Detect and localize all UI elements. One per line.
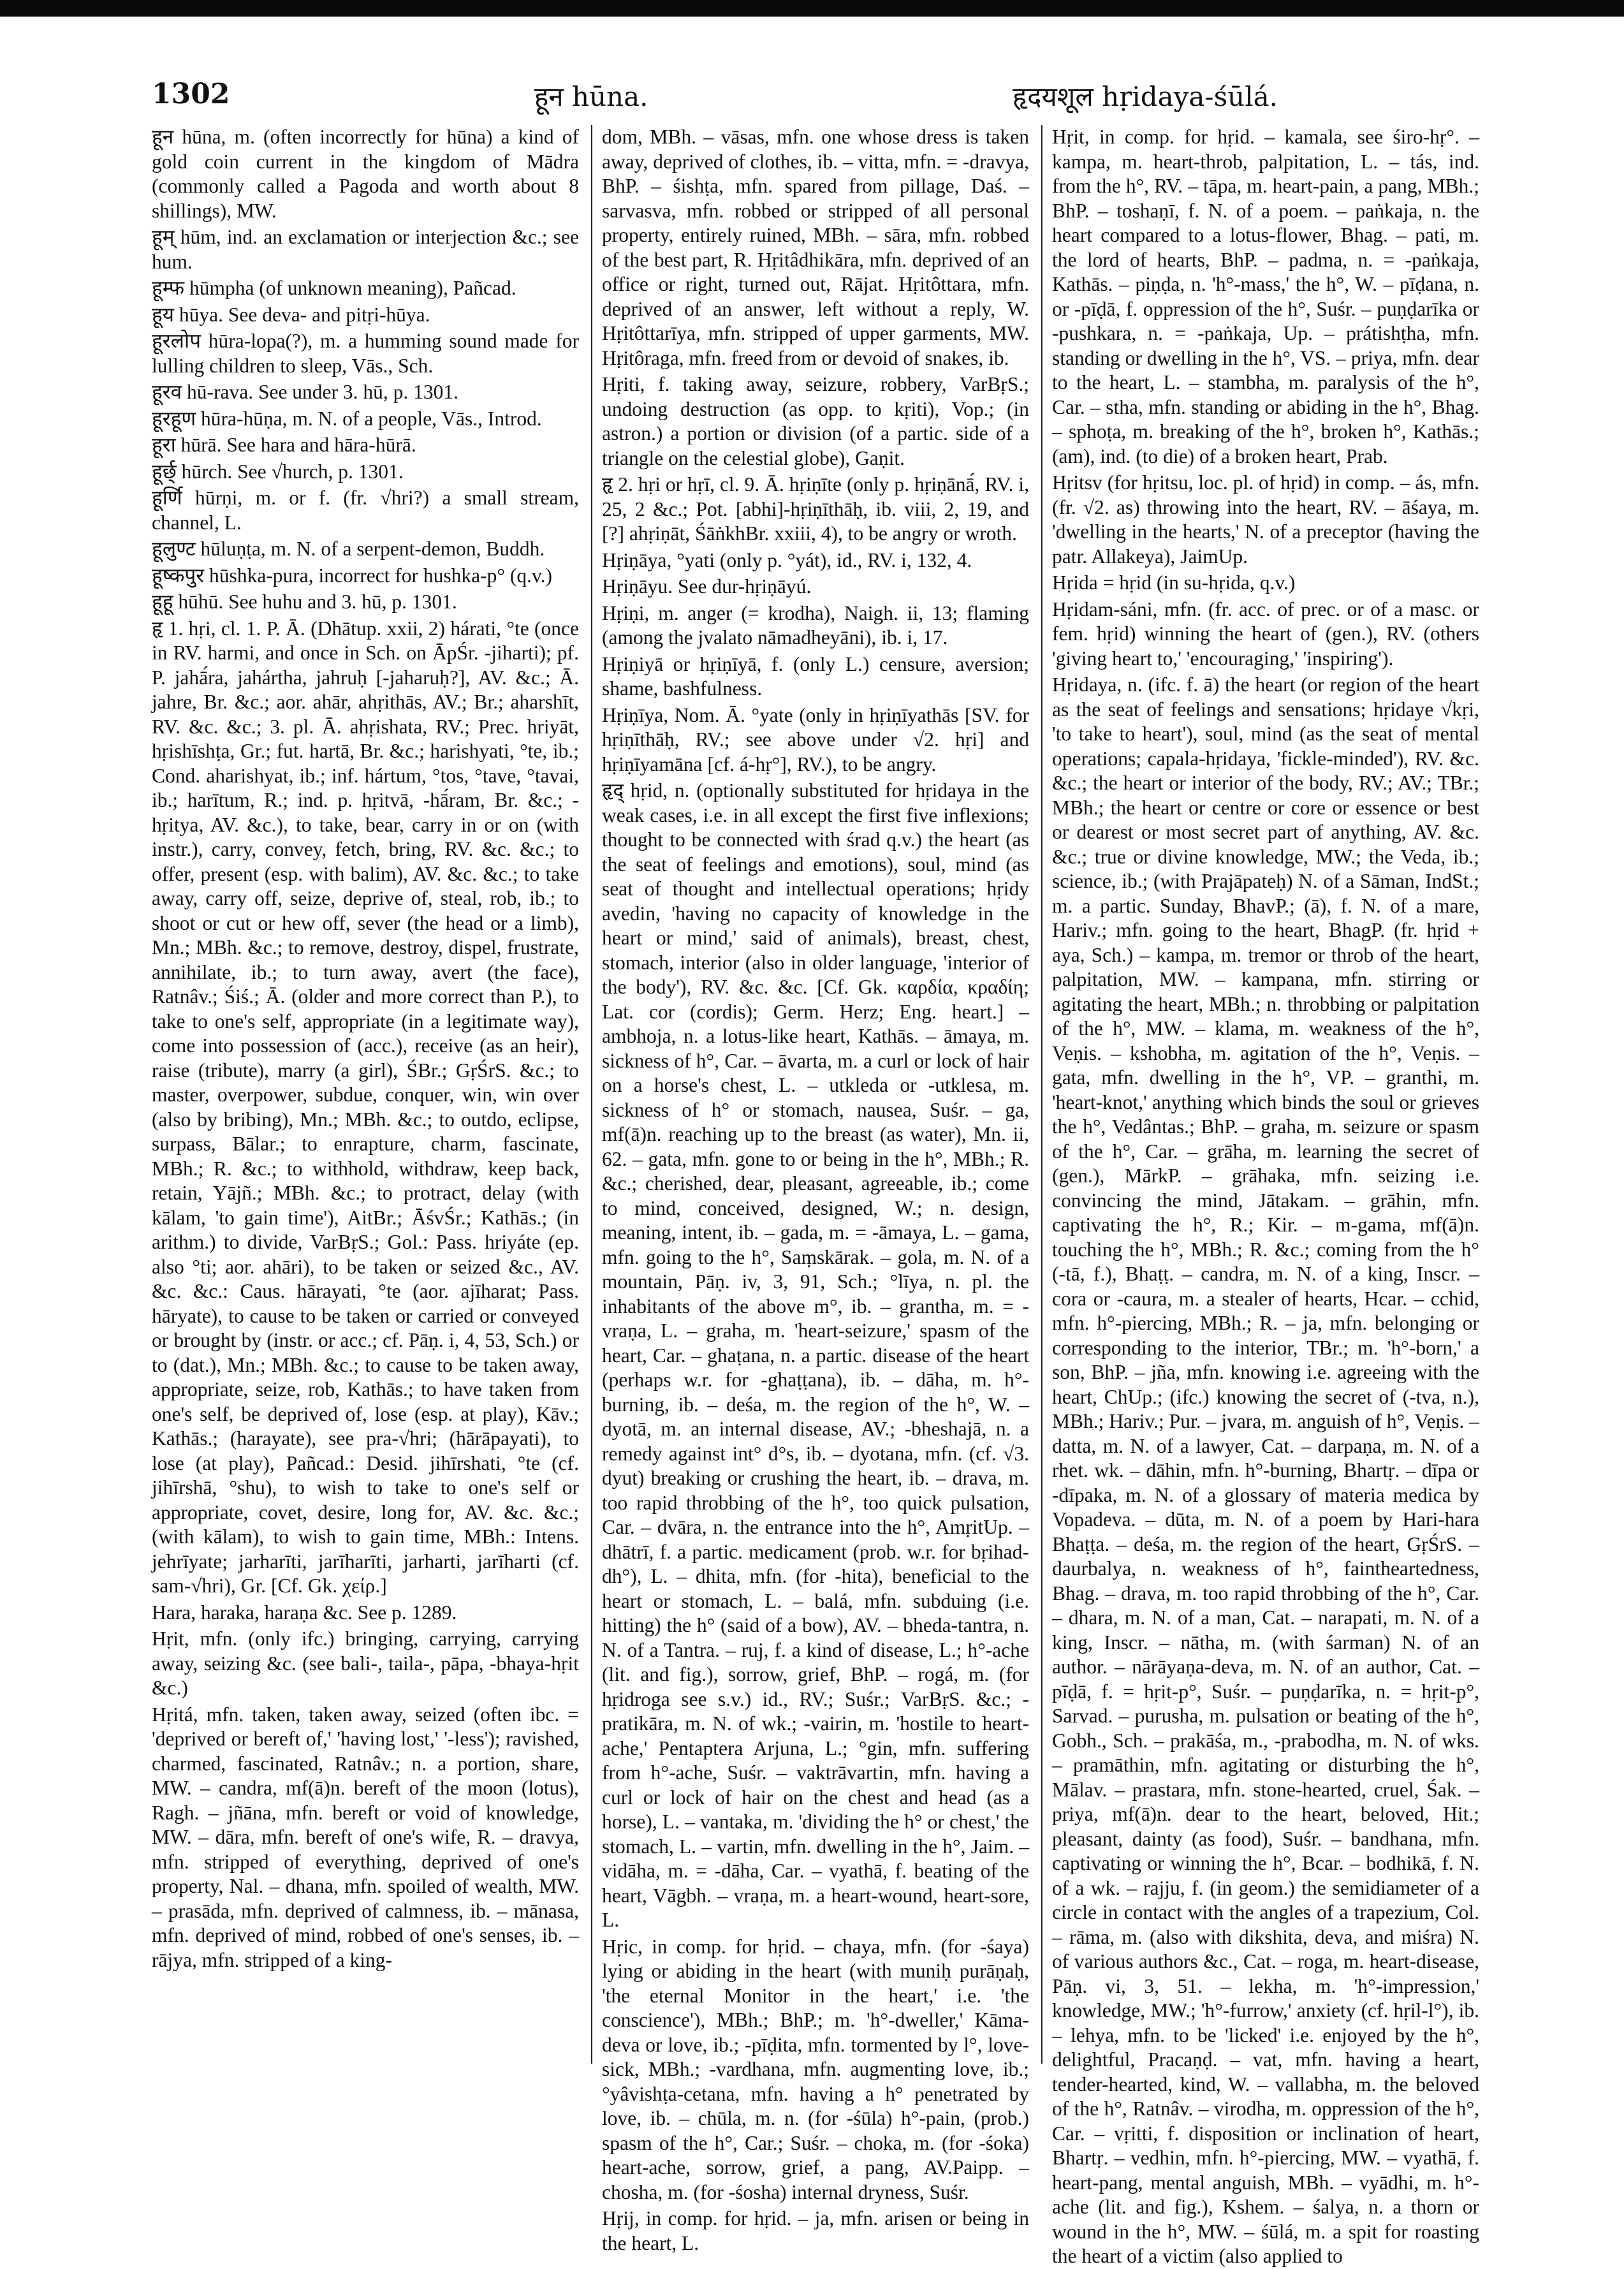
top-border-bar	[0, 0, 1624, 17]
page-number: 1302	[152, 78, 230, 110]
dictionary-entry: Hṛij, in comp. for hṛid. – ja, mfn. arisen or being in the heart, L.	[602, 2207, 1029, 2254]
dictionary-entry: Hṛiṇi, m. anger (= krodha), Naigh. ii, 13; flaming (among the jvalato nāmadheyāni), ib. i, 17.	[602, 601, 1029, 649]
column-1	[152, 125, 579, 2064]
dictionary-entry: हूरलोप hūra-lopa(?), m. a humming sound made for lulling children to sleep, Vās., Sch.	[152, 330, 579, 377]
dictionary-entry: Hṛic, in comp. for hṛid. – chaya, mfn. (for -śaya) lying or abiding in the heart (with muniḥ purāṇaḥ, 'the eternal Monitor in the heart,' i.e. 'the conscience'), MBh.; BhP.; m. 'h°-dweller,' Kāma-deva or love, ib.; -pīḍita, mfn. tormented by l°, love-sick, MBh.; -vardhana, mfn. augmenting love, ib.; °yâvishṭa-cetana, mfn. having a h° penetrated by love, ib. – chūla, m. n. (for -śūla) h°-pain, (prob.) spasm of the h°, Car.; Suśr. – choka, m. (for -śoka) heart-ache, sorrow, grief, a pang, AV.Paipp. – chosha, m. (for -śosha) internal dryness, Suśr.	[602, 1935, 1029, 2203]
running-head-right: हृदयशूल hṛidaya-śūlá.	[1013, 81, 1278, 112]
dictionary-entry: हूम्फ hūmpha (of unknown meaning), Pañcad.	[152, 277, 516, 299]
column-2	[602, 125, 1029, 2254]
dictionary-entry: Hṛitsv (for hṛitsu, loc. pl. of hṛid) in comp. – ás, mfn. (fr. √2. as) throwing into the heart, RV. – āśaya, m. 'dwelling in the hearts,' N. of a preceptor (having the patr. Allakeya), JaimUp.	[1052, 471, 1479, 568]
dictionary-entry: Hara, haraka, haraṇa &c. See p. 1289.	[152, 1601, 457, 1624]
dictionary-columns	[152, 125, 1479, 2267]
dictionary-entry: Hṛidaya, n. (ifc. f. ā) the heart (or region of the heart as the seat of feelings and sensations; hṛidaye √kṛi, 'to take to heart'), soul, mind (as the seat of mental operations; capala-hṛidaya, 'fickle-minded'), RV. &c. &c.; the heart or interior of the body, RV.; AV.; TBr.; MBh.; the heart or centre or core or essence or best or dearest or most secret part of anything, AV. &c. &c.; true or divine knowledge, MW.; the Veda, ib.; science, ib.; (with Prajāpateḥ) N. of a Sāman, IndSt.; m. a partic. Sunday, BhavP.; (ā), f. N. of a mare, Hariv.; mfn. going to the heart, BhagP. (fr. hṛid + aya, Sch.) – kampa, m. tremor or throb of the heart, palpitation, MW. – kampana, mfn. stirring or agitating the heart, MBh.; n. throbbing or palpitation of the h°, MW. – klama, m. weakness of the h°, Veṇis. – kshobha, m. agitation of the h°, Veṇis. – gata, mfn. dwelling in the h°, VP. – granthi, m. 'heart-knot,' anything which binds the soul or grieves the h°, Vedântas.; BhP. – graha, m. seizure or spasm of the h°, Car. – grāha, m. learning the secret of (gen.), MārkP. – grāhaka, mfn. seizing i.e. convincing the mind, Jātakam. – grāhin, mfn. captivating the h°, R.; Kir. – m-gama, mf(ā)n. touching the h°, MBh.; R. &c.; coming from the h° (-tā, f.), Bhaṭṭ. – candra, m. N. of a king, Inscr. – cora or -caura, m. a stealer of hearts, Hcar. – cchid, mfn. h°-piercing, MBh.; R. – ja, mfn. belonging or corresponding to the interior, TBr.; m. 'h°-born,' a son, BhP. – jña, mfn. knowing i.e. agreeing with the heart, ChUp.; (ifc.) knowing the secret of (-tva, n.), MBh.; Hariv.; Pur. – jvara, m. anguish of h°, Veṇis. – datta, m. N. of a lawyer, Cat. – darpaṇa, m. N. of a rhet. wk. – dāhin, mfn. h°-burning, Bhartṛ. – dīpa or -dīpaka, m. N. of a glossary of materia medica by Vopadeva. – dūta, m. N. of a poem by Hari-hara Bhaṭṭa. – deśa, m. the region of the heart, GṛŚrS. – daurbalya, n. weakness of h°, faintheartedness, Bhag. – drava, m. too rapid throbbing of the h°, Car. – dhara, m. N. of a man, Cat. – narapati, m. N. of a king, Inscr. – nātha, m. (with śarman) N. of an author. – nārāyaṇa-deva, m. N. of an author, Cat. – pīḍā, f. = hṛit-p°, Suśr. – puṇḍarīka, n. = hṛit-p°, Sarvad. – purusha, m. pulsation or beating of the h°, Gobh., Sch. – prakāśa, m., -prabodha, m. N. of wks. – pramāthin, mfn. agitating or disturbing the h°, Mālav. – prastara, mfn. stone-hearted, cruel, Śak. – priya, mf(ā)n. dear to the heart, beloved, Hit.; pleasant, dainty (as food), Suśr. – bandhana, mfn. captivating or winning the h°, Bcar. – bodhikā, f. N. of a wk. – rajju, f. (in geom.) the semidiameter of a circle in contact with the angles of a trapezium, Col. – rāma, m. (also with dikshita, deva, and miśra) N. of various authors &c., Cat. – roga, m. heart-disease, Pāṇ. vi, 3, 51. – lekha, m. 'h°-impression,' knowledge, MW.; 'h°-furrow,' anxiety (cf. hṛil-l°), ib. – lehya, mfn. to be 'licked' i.e. enjoyed by the h°, delightful, Pracaṇḍ. – vat, mfn. having a heart, tender-hearted, kind, W. – vallabha, m. the beloved of the h°, Ratnâv. – virodha, m. oppression of the h°, Car. – vṛitti, f. disposition or inclination of heart, Bhartṛ. – vedhin, mfn. h°-piercing, MW. – vyathā, f. heart-pang, mental anguish, MBh. – vyādhi, m. h°-ache (lit. and fig.), Kshem. – śalya, n. a thorn or wound in the h°, MW. – śūlá, m. a spit for roasting the heart of a victim (also applied to	[1052, 673, 1479, 2267]
dictionary-entry: Hṛiṇiyā or hṛiṇīyā, f. (only L.) censure, aversion; shame, bashfulness.	[602, 652, 1029, 700]
running-head-left: हून hūna.	[534, 81, 648, 112]
dictionary-entry: dom, MBh. – vāsas, mfn. one whose dress is taken away, deprived of clothes, ib. – vitta, mfn. = -dravya, BhP. – śishṭa, mfn. spared from pillage, Daś. – sarvasva, mfn. robbed or stripped of all personal property, entirely ruined, MBh. – sāra, mfn. robbed of the best part, R. Hṛitâdhikāra, mfn. deprived of an office or right, turned out, Rājat. Hṛitôttara, mfn. deprived of an answer, left without a reply, W. Hṛitôttarīya, mfn. stripped of upper garments, MW. Hṛitôraga, mfn. freed from or devoid of snakes, ib.	[602, 126, 1029, 369]
dictionary-entry: हूष्कपुर hūshka-pura, incorrect for hushka-p° (q.v.)	[152, 564, 553, 587]
dictionary-entry: हूहू hūhū. See huhu and 3. hū, p. 1301.	[152, 591, 457, 613]
dictionary-entry: Hṛiṇīya, Nom. Ā. °yate (only in hṛiṇīyathās [SV. for hṛiṇīthāḥ, RV.; see above under √2. hṛi] and hṛiṇīyamāna [cf. á-hṛ°], RV.), to be angry.	[602, 703, 1029, 775]
dictionary-entry: Hṛitá, mfn. taken, taken away, seized (often ibc. = 'deprived or bereft of,' 'having lost,' '-less'); ravished, charmed, fascinated, Ratnâv.; n. a portion, share, MW. – candra, mf(ā)n. bereft of the moon (lotus), Ragh. – jñāna, mfn. bereft or void of knowledge, MW. – dāra, mfn. bereft of one's wife, R. – dravya, mfn. stripped of everything, deprived of one's property, Nal. – dhana, mfn. spoiled of wealth, MW. – prasāda, mfn. deprived of calmness, ib. – mānasa, mfn. deprived of mind, robbed of one's senses, ib. – rājya, mfn. stripped of a king-	[152, 1703, 579, 1971]
dictionary-entry: Hṛit, in comp. for hṛid. – kamala, see śiro-hṛ°. – kampa, m. heart-throb, palpitation, L. – tás, ind. from the h°, RV. – tāpa, m. heart-pain, a pang, MBh.; BhP. – toshaṇī, f. N. of a poem. – paṅkaja, n. the heart compared to a lotus-flower, Bhag. – pati, m. the lord of hearts, BhP. – padma, n. = -paṅkaja, Kathās. – piṇḍa, n. 'h°-mass,' the h°, W. – pīḍana, n. or -pīḍā, f. oppression of the h°, Suśr. – puṇḍarīka or -pushkara, n. = -paṅkaja, Up. – prátishṭha, mfn. standing or dwelling in the h°, VS. – priya, mfn. dear to the heart, L. – stambha, m. paralysis of the h°, Car. – stha, mfn. standing or abiding in the h°, Bhag. – sphoṭa, m. breaking of the h°, broken h°, Kathās.; (am), ind. (to die) of a broken heart, Prab.	[1052, 126, 1479, 467]
dictionary-entry: हूरा hūrā. See hara and hāra-hūrā.	[152, 434, 416, 456]
dictionary-entry: हूय hūya. See deva- and pitṛi-hūya.	[152, 303, 430, 326]
dictionary-entry: हूम् hūm, ind. an exclamation or interjection &c.; see hum.	[152, 226, 579, 273]
dictionary-entry: हूर्णि hūrṇi, m. or f. (fr. √hri?) a small stream, channel, L.	[152, 487, 579, 534]
column-3	[1052, 125, 1479, 2267]
dictionary-entry: Hṛida = hṛid (in su-hṛida, q.v.)	[1052, 571, 1296, 594]
dictionary-entry: हृद् hṛid, n. (optionally substituted for hṛidaya in the weak cases, i.e. in all except the first five inflexions; thought to be connected with śrad q.v.) the heart (as the seat of feelings and emotions), soul, mind (as seat of thought and intellectual operations; hṛidy avedin, 'having no capacity of knowledge in the heart or mind,' said of animals), breast, chest, stomach, interior (also in older language, 'interior of the body'), RV. &c. &c. [Cf. Gk. καρδία, κραδίη; Lat. cor (cordis); Germ. Herz; Eng. heart.] – ambhoja, n. a lotus-like heart, Kathās. – āmaya, m. sickness of h°, Car. – āvarta, m. a curl or lock of hair on a horse's chest, L. – utkleda or -utklesa, m. sickness of h° or stomach, nausea, Suśr. – ga, mf(ā)n. reaching up to the breast (as water), Mn. ii, 62. – gata, mfn. gone to or being in the h°, MBh.; R. &c.; cherished, dear, pleasant, agreeable, ib.; come to mind, conceived, designed, W.; n. design, meaning, intent, ib. – gada, m. = -āmaya, L. – gama, mfn. going to the h°, Saṃskārak. – gola, m. N. of a mountain, Pāṇ. iv, 3, 91, Sch.; °līya, n. pl. the inhabitants of the above m°, ib. – grantha, m. = -vraṇa, L. – graha, m. 'heart-seizure,' spasm of the heart, Car. – ghaṭana, n. a partic. disease of the heart (perhaps w.r. for -ghaṭṭana), ib. – dāha, m. h°-burning, ib. – deśa, m. the region of the h°, W. – dyotā, m. an internal disease, AV.; -bheshajā, n. a remedy against int° d°s, ib. – dyotana, mfn. (cf. √3. dyut) breaking or crushing the heart, ib. – drava, m. too rapid throbbing of the h°, too quick pulsation, Car. – dvāra, n. the entrance into the h°, AmṛitUp. – dhātrī, f. a partic. medicament (prob. w.r. for bṛihad-dh°), L. – dhita, mfn. (for -hita), beneficial to the heart or stomach, L. – balá, mfn. subduing (i.e. hitting) the h° (said of a bow), AV. – bheda-tantra, n. N. of a Tantra. – ruj, f. a kind of disease, L.; h°-ache (lit. and fig.), sorrow, grief, BhP. – rogá, m. (for hṛidroga see s.v.) id., RV.; Suśr.; VarBṛS. &c.; -pratikāra, m. N. of wk.; -vairin, m. 'hostile to heart-ache,' Pentaptera Arjuna, L.; °gin, mfn. suffering from h°-ache, Suśr. – vaktrāvartin, mfn. having a curl or lock of hair on the chest and head (as a horse), L. – vantaka, m. 'dividing the h° or chest,' the stomach, L. – vartin, mfn. dwelling in the h°, Jaim. – vidāha, m. = -dāha, Car. – vyathā, f. beating of the heart, Vāgbh. – vraṇa, m. a heart-wound, heart-sore, L.	[602, 779, 1029, 1931]
dictionary-entry: Hṛiti, f. taking away, seizure, robbery, VarBṛS.; undoing destruction (as opp. to kṛiti), Vop.; (in astron.) a portion or division (of a partic. side of a triangle on the celestial globe), Gaṇit.	[602, 373, 1029, 469]
dictionary-entry: Hṛit, mfn. (only ifc.) bringing, carrying, carrying away, seizing &c. (see bali-, taila-, pāpa, -bhaya-hṛit &c.)	[152, 1627, 579, 1699]
dictionary-entry: हूरहूण hūra-hūṇa, m. N. of a people, Vās., Introd.	[152, 407, 542, 430]
dictionary-entry: हूर्छ् hūrch. See √hurch, p. 1301.	[152, 460, 404, 483]
dictionary-entry: Hṛiṇāyu. See dur-hṛiṇāyú.	[602, 575, 812, 598]
page-header	[152, 78, 1479, 117]
dictionary-entry: हूलुण्ट hūluṇṭa, m. N. of a serpent-demon, Buddh.	[152, 538, 545, 560]
dictionary-entry: Hṛiṇāya, °yati (only p. °yát), id., RV. i, 132, 4.	[602, 548, 972, 571]
dictionary-entry: Hṛidam-sáni, mfn. (fr. acc. of prec. or of a masc. or fem. hṛid) winning the heart of (gen.), RV. (others 'giving heart to,' 'encouraging,' 'inspiring').	[1052, 598, 1479, 670]
dictionary-entry: हृ 2. hṛi or hṛī, cl. 9. Ā. hṛiṇīte (only p. hṛiṇānā́, RV. i, 25, 2 &c.; Pot. [abhi]-hṛiṇīthāḥ, ib. viii, 2, 19, and [?] ahṛiṇāt, ŚāṅkhBr. xxiii, 4), to be angry or wroth.	[602, 473, 1029, 545]
dictionary-entry: हून hūna, m. (often incorrectly for hūna) a kind of gold coin current in the kingdom of Mādra (commonly called a Pagoda and worth about 8 shillings), MW.	[152, 126, 579, 222]
dictionary-entry: हृ 1. hṛi, cl. 1. P. Ā. (Dhātup. xxii, 2) hárati, °te (once in RV. harmi, and once in Sch. on ĀpŚr. -jiharti); pf. P. jahā́ra, jahártha, jahruḥ [-jaharuḥ?], AV. &c.; Ā. jahre, Br. &c.; aor. ahār, ahṛithās, AV.; Br.; aharshīt, RV. &c. &c.; 3. pl. Ā. ahṛishata, RV.; Prec. hriyāt, hṛishīshṭa, Gr.; fut. hartā, Br. &c.; harishyati, °te, ib.; Cond. aharishyat, ib.; inf. hártum, °tos, °tave, °tavai, ib.; harītum, R.; ind. p. hṛitvā, -hā́ram, Br. &c.; -hṛitya, AV. &c.), to take, bear, carry in or on (with instr.), carry, convey, fetch, bring, RV. &c. &c.; to offer, present (esp. with balim), AV. &c. &c.; to take away, carry off, seize, deprive of, steal, rob, ib.; to shoot or cut or hew off, sever (the head or a limb), Mn.; MBh. &c.; to remove, destroy, dispel, frustrate, annihilate, ib.; to turn away, avert (the face), Ratnâv.; Śiś.; Ā. (older and more correct than P.), to take to one's self, appropriate (in a legitimate way), come into possession of (acc.), receive (as an heir), raise (tribute), marry (a girl), ŚBr.; GṛŚrS. &c.; to master, overpower, subdue, conquer, win, win over (also by bribing), Mn.; MBh. &c.; to outdo, eclipse, surpass, Bālar.; to enrapture, charm, fascinate, MBh.; R. &c.; to withhold, withdraw, keep back, retain, Yājñ.; MBh. &c.; to protract, delay (with kālam, 'to gain time'), AitBr.; ĀśvŚr.; Kathās.; (in arithm.) to divide, VarBṛS.; Gol.: Pass. hriyáte (ep. also °ti; aor. ahāri), to be taken or seized &c., AV. &c. &c.: Caus. hārayati, °te (aor. ajīharat; Pass. hāryate), to cause to be taken or carried or conveyed or brought by (instr. or acc.; cf. Pāṇ. i, 4, 53, Sch.) or to (dat.), Mn.; MBh. &c.; to cause to be taken away, appropriate, seize, rob, Kathās.; to have taken from one's self, be deprived of, lose (esp. at play), Kāv.; Kathās.; (harayate), see pra-√hri; (hārāpayati), to lose (at play), Pañcad.: Desid. jihīrshati, °te (cf. jihīrshā, °shu), to wish to take to one's self or appropriate, covet, desire, long for, AV. &c. &c.; (with kālam), to wish to gain time, MBh.: Intens. jehrīyate; jarharīti, jarīharīti, jarharti, jarīharti (cf. sam-√hri), Gr. [Cf. Gk. χείρ.]	[152, 617, 579, 1597]
dictionary-entry: हूरव hū-rava. See under 3. hū, p. 1301.	[152, 381, 459, 403]
